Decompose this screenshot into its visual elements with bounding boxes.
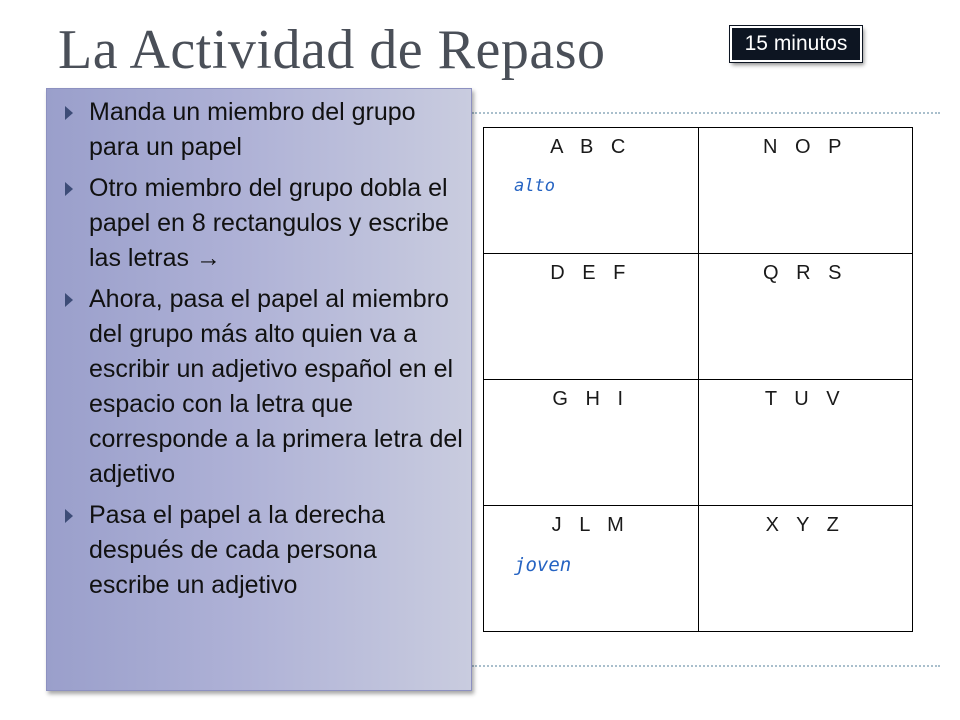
grid-cell — [484, 506, 699, 632]
instruction-item — [65, 171, 463, 276]
arrow-right-icon: → — [196, 244, 221, 272]
triangle-bullet-icon — [65, 182, 73, 196]
instruction-text: Otro miembro del grupo dobla el papel en 8 rectangulos y escribe las letras — [89, 174, 449, 272]
cell-letters: G H I — [552, 388, 630, 410]
cell-letters: Q R S — [763, 262, 848, 284]
handwritten-adjective: alto — [514, 176, 555, 196]
instruction-item — [65, 282, 463, 492]
divider-top — [472, 112, 940, 114]
grid-cell — [698, 380, 913, 506]
instructions-box — [46, 88, 472, 691]
divider-bottom — [472, 665, 940, 667]
time-badge: 15 minutos — [730, 26, 862, 62]
instruction-item — [65, 95, 463, 165]
slide-title: La Actividad de Repaso — [58, 19, 606, 81]
cell-letters: T U V — [764, 388, 846, 410]
cell-letters: D E F — [550, 262, 632, 284]
grid-cell — [484, 128, 699, 254]
grid-row — [484, 506, 913, 632]
grid-cell — [484, 380, 699, 506]
triangle-bullet-icon — [65, 293, 73, 307]
cell-letters: N O P — [763, 136, 848, 158]
instruction-text: Pasa el papel a la derecha después de cada persona escribe un adjetivo — [89, 501, 386, 599]
grid-cell — [484, 254, 699, 380]
handwritten-adjective: joven — [514, 554, 572, 576]
triangle-bullet-icon — [65, 106, 73, 120]
grid-cell — [698, 254, 913, 380]
triangle-bullet-icon — [65, 509, 73, 523]
instruction-item — [65, 498, 463, 603]
letter-grid — [483, 127, 913, 632]
grid-row — [484, 254, 913, 380]
grid-cell — [698, 506, 913, 632]
instruction-text: Ahora, pasa el papel al miembro del grupo más alto quien va a escribir un adjetivo español en el espacio con la letra que corresponde a la primera letra del adjetivo — [89, 285, 463, 488]
instruction-text: Manda un miembro del grupo para un papel — [89, 98, 416, 161]
cell-letters: J L M — [551, 514, 630, 536]
grid-cell — [698, 128, 913, 254]
cell-letters: X Y Z — [765, 514, 845, 536]
grid-row — [484, 128, 913, 254]
grid-row — [484, 380, 913, 506]
cell-letters: A B C — [550, 136, 632, 158]
instructions-list — [47, 89, 471, 603]
